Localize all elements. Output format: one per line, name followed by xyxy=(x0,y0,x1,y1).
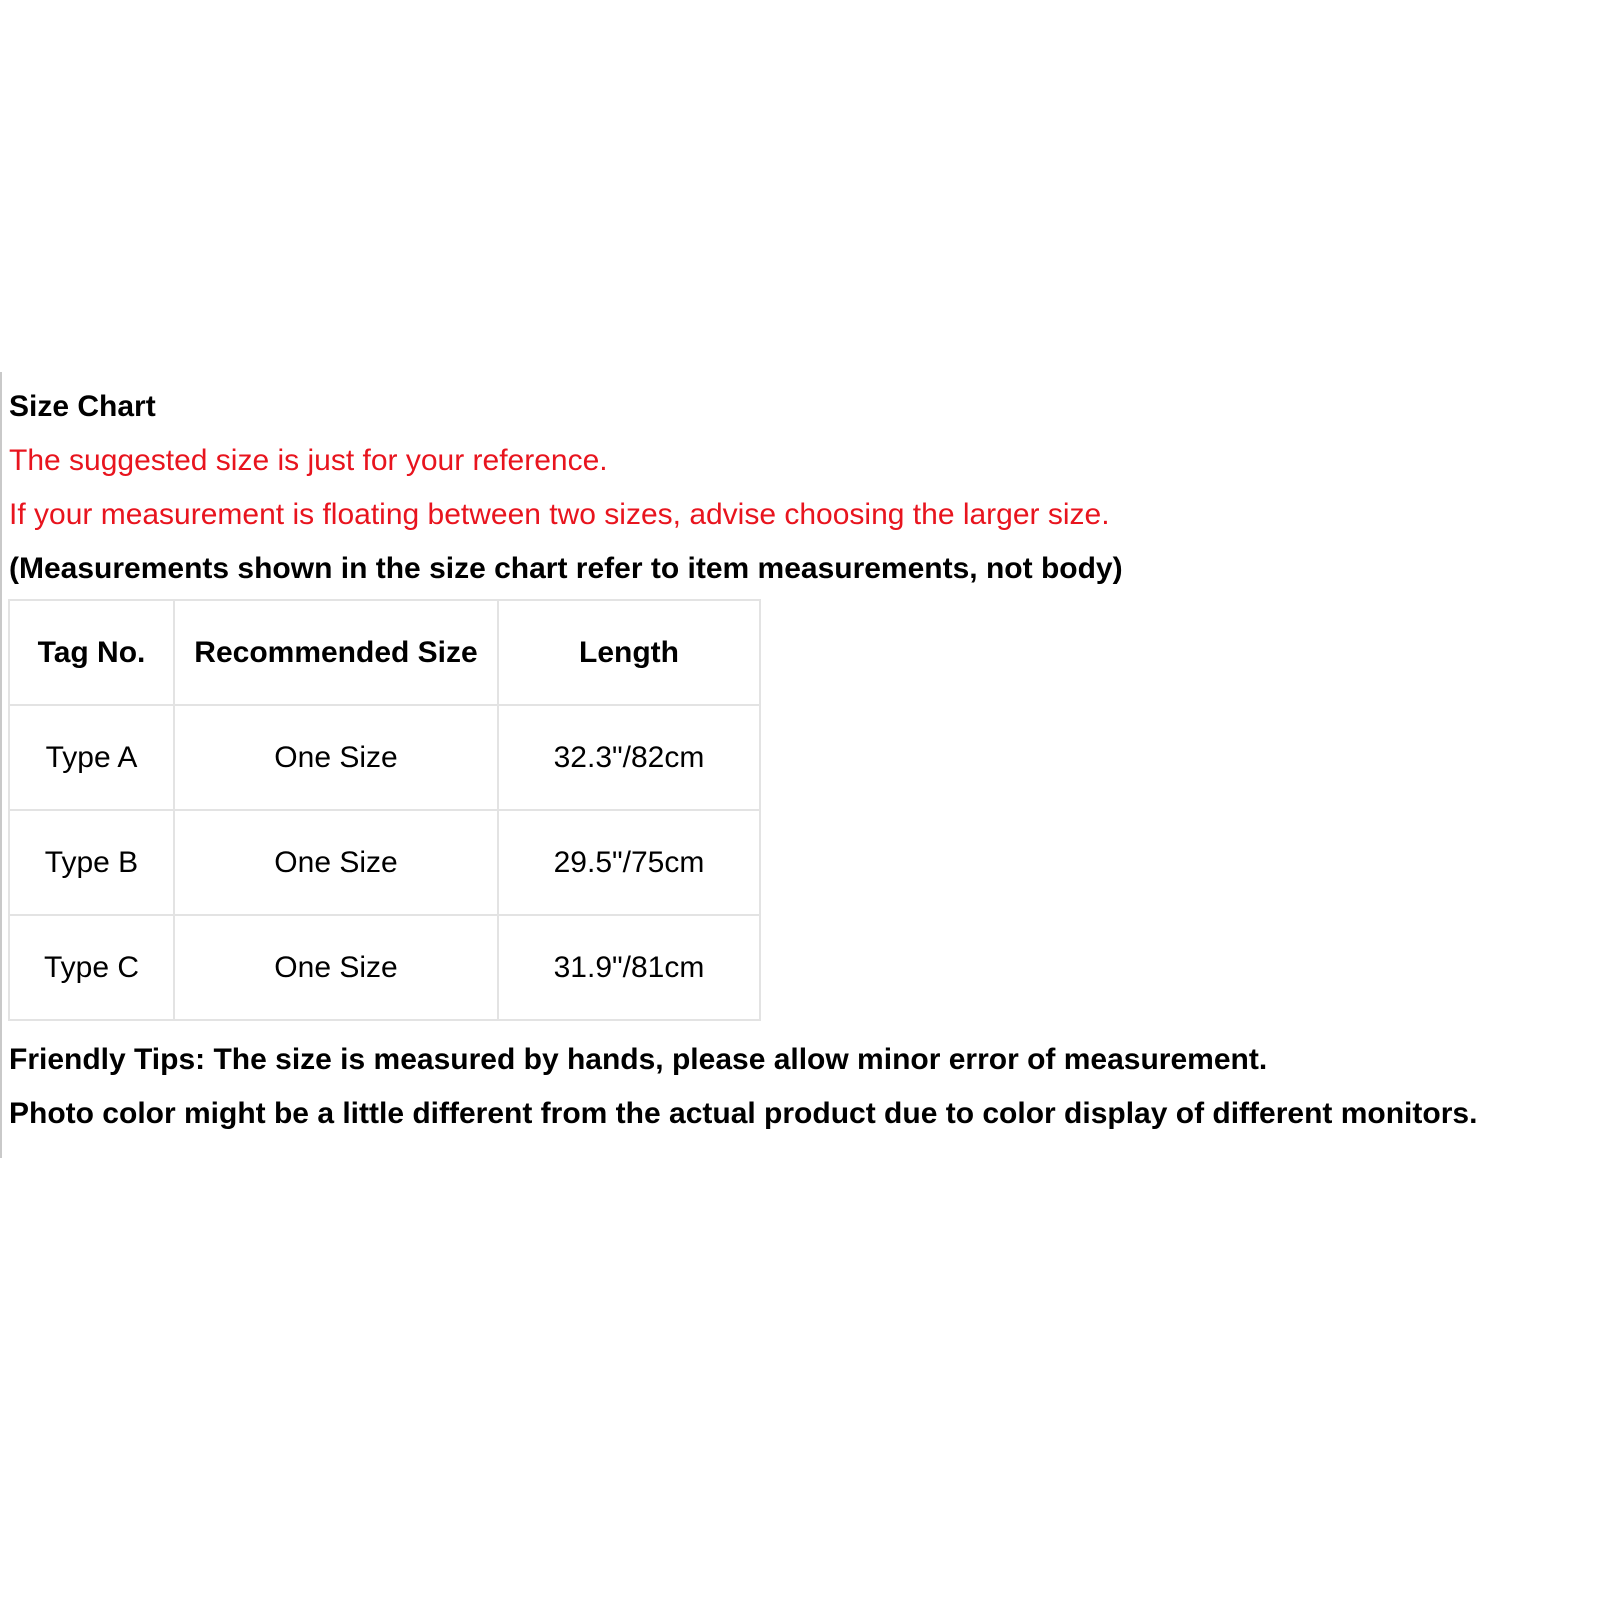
header-tag-no: Tag No. xyxy=(9,600,174,705)
reference-note: The suggested size is just for your reference. xyxy=(9,444,608,477)
size-chart-title: Size Chart xyxy=(9,390,156,423)
friendly-tips: Friendly Tips: The size is measured by hands, please allow minor error of measurement. xyxy=(9,1043,1268,1076)
photo-color-tip: Photo color might be a little different from the actual product due to color display of different monitors. xyxy=(9,1097,1478,1130)
cell-recommended-size: One Size xyxy=(174,810,498,915)
cell-length: 32.3"/82cm xyxy=(498,705,760,810)
table-row xyxy=(9,915,760,1020)
cell-recommended-size: One Size xyxy=(174,915,498,1020)
table-row xyxy=(9,810,760,915)
measurement-disclaimer: (Measurements shown in the size chart refer to item measurements, not body) xyxy=(9,552,1123,585)
left-border-rule xyxy=(0,372,2,1158)
table-header-row xyxy=(9,600,760,705)
header-recommended-size: Recommended Size xyxy=(174,600,498,705)
table-row xyxy=(9,705,760,810)
cell-length: 29.5"/75cm xyxy=(498,810,760,915)
larger-size-note: If your measurement is floating between two sizes, advise choosing the larger size. xyxy=(9,498,1110,531)
size-chart-section xyxy=(9,380,1599,1141)
header-length: Length xyxy=(498,600,760,705)
size-table xyxy=(8,599,761,1021)
cell-recommended-size: One Size xyxy=(174,705,498,810)
cell-tag-no: Type A xyxy=(9,705,174,810)
cell-tag-no: Type B xyxy=(9,810,174,915)
cell-tag-no: Type C xyxy=(9,915,174,1020)
cell-length: 31.9"/81cm xyxy=(498,915,760,1020)
